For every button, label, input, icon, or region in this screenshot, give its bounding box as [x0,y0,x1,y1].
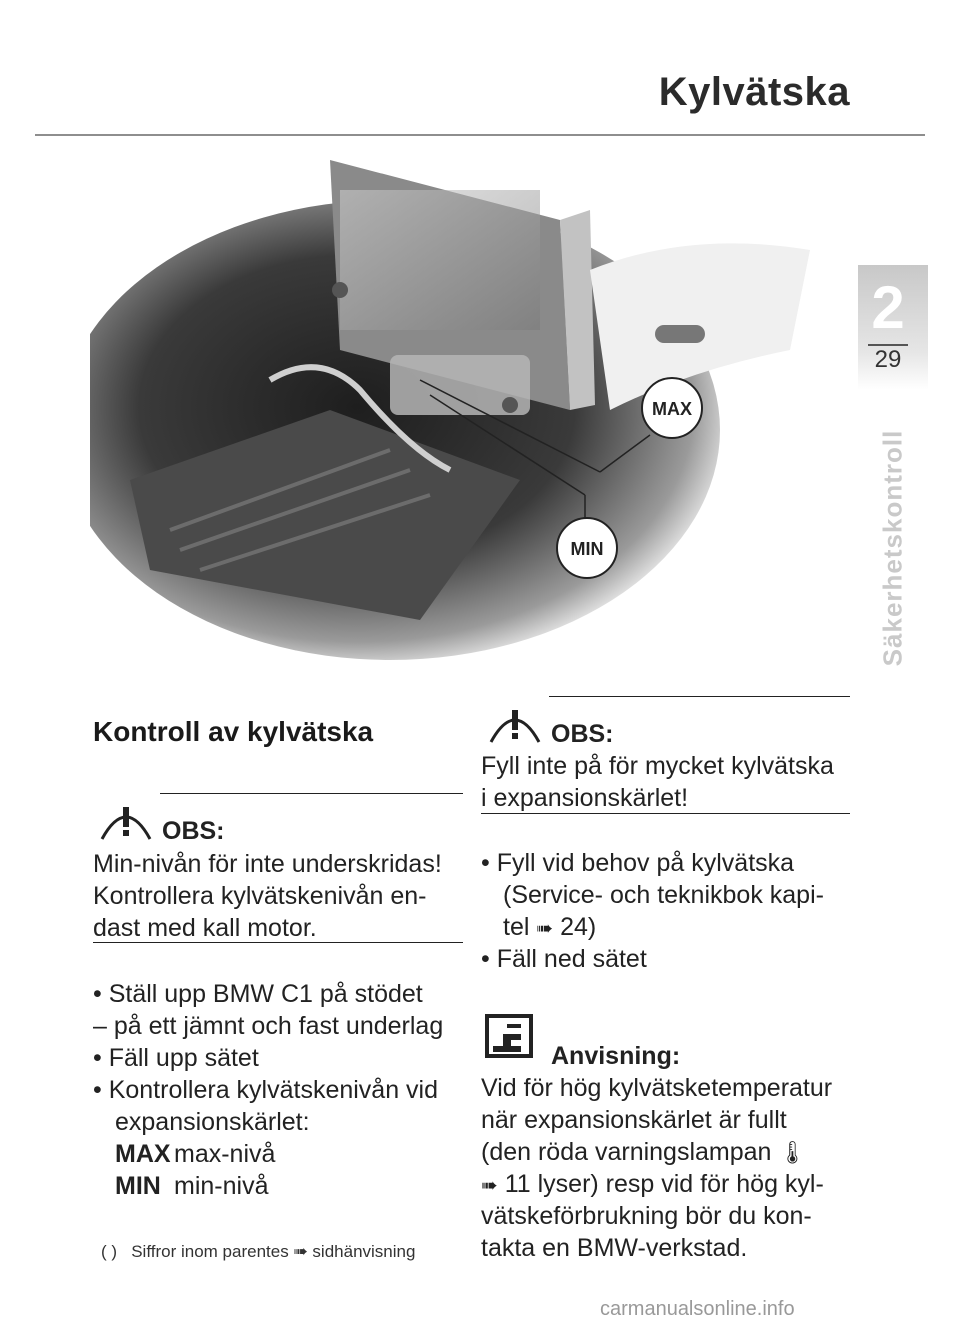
footnote-parens: ( ) [101,1242,118,1261]
body-slot [655,325,705,343]
note-top-rule [160,793,463,794]
step-item: • Fäll upp sätet [93,1044,259,1072]
hint-line: när expansionskärlet är fullt [481,1106,787,1134]
step-continuation: tel ➠ 24) [503,913,597,941]
hint-icon [481,1012,537,1060]
chapter-number: 2 [871,274,905,341]
frame-plate [340,190,540,330]
level-key: MIN [115,1172,161,1200]
side-section-label: Säkerhetskontroll [877,429,908,667]
thermometer-icon: 🌡︎ [778,1140,807,1165]
arrow-right-icon: ➠ [481,1175,498,1197]
note-top-rule [549,696,850,697]
step-item: • Fyll vid behov på kylvätska [481,849,795,877]
page-title: Kylvätska [658,70,850,114]
step-continuation: expansionskärlet: [115,1108,310,1136]
page-number: 29 [874,346,902,373]
coolant-reservoir-photo [90,150,850,670]
note-label: OBS: [551,720,614,748]
footnote-text: Siffror inom parentes [131,1242,289,1261]
bolt [332,282,348,298]
note-bottom-rule [93,942,463,943]
hint-line: Vid för hög kylvätsketemperatur [481,1074,833,1102]
hint-label: Anvisning: [551,1042,681,1070]
arrow-right-icon: ➠ [293,1242,308,1261]
level-desc: max-nivå [174,1140,276,1168]
note-line: Min-nivån för inte underskridas! [93,850,442,878]
arrow-right-icon: ➠ [536,918,554,940]
warning-icon [487,696,543,744]
note-line: Fyll inte på för mycket kylvätska [481,752,834,780]
step-item: • Fäll ned sätet [481,945,647,973]
note-line: i expansionskärlet! [481,784,689,812]
level-desc: min-nivå [174,1172,269,1200]
footnote [101,1242,415,1262]
title-divider [35,134,925,136]
step-item: • Ställ upp BMW C1 på stödet [93,980,423,1008]
watermark: carmanualsonline.info [600,1298,795,1320]
note-line: dast med kall motor. [93,914,317,942]
bolt [502,397,518,413]
step-item: – på ett jämnt och fast underlag [93,1012,444,1040]
note-bottom-rule [481,813,850,814]
hint-line: (den röda varningslampan 🌡︎ [481,1138,807,1166]
hint-line: takta en BMW-verkstad. [481,1234,748,1262]
note-line: Kontrollera kylvätskenivån en- [93,882,427,910]
hint-line: vätskeförbrukning bör du kon- [481,1202,812,1230]
step-item: • Kontrollera kylvätskenivån vid [93,1076,439,1104]
section-heading: Kontroll av kylvätska [93,716,374,747]
level-key: MAX [115,1140,171,1168]
step-continuation: (Service- och teknikbok kapi- [503,881,824,909]
warning-icon [98,793,154,841]
hint-line: ➠ 11 lyser) resp vid för hög kyl- [481,1170,824,1198]
note-label: OBS: [162,817,225,845]
max-callout-label: MAX [652,399,692,419]
min-callout-label: MIN [570,539,604,559]
footnote-suffix: sidhänvisning [312,1242,416,1261]
